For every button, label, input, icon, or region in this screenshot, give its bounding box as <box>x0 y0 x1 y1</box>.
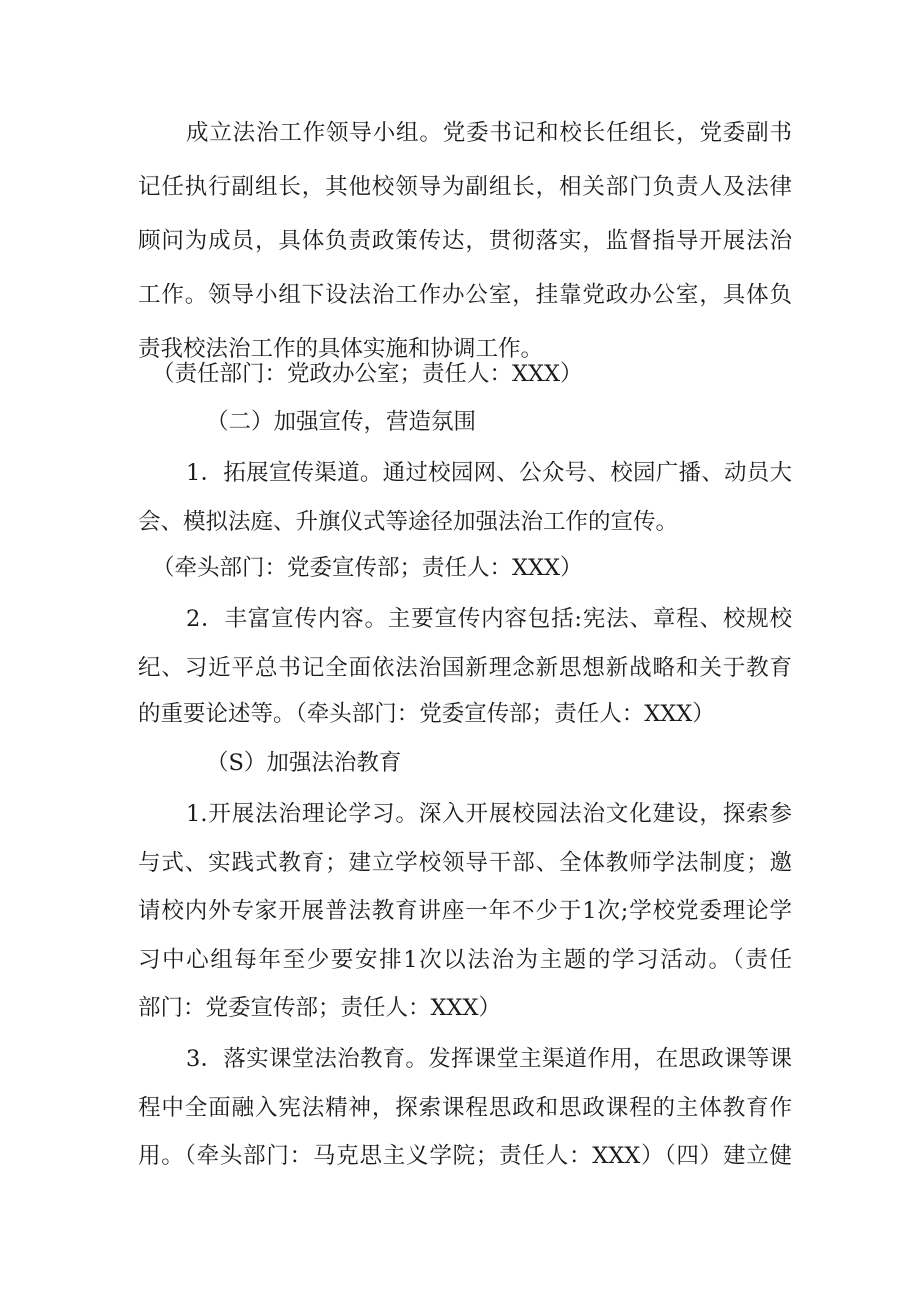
paragraph-4-line-2: 与式、实践式教育；建立学校领导干部、全体教师学法制度；邀 <box>138 850 792 876</box>
paragraph-4-line-1: 1.开展法治理论学习。深入开展校园法治文化建设，探索参 <box>186 801 792 827</box>
paragraph-1-line-3: 顾问为成员，具体负责政策传达，贯彻落实，监督指导开展法治 <box>138 228 792 254</box>
paragraph-1-line-2: 记任执行副组长，其他校领导为副组长，相关部门负责人及法律 <box>138 174 792 200</box>
responsibility-note-1: （责任部门：党政办公室；责任人：XXX） <box>152 361 583 387</box>
paragraph-3-line-1: 2．丰富宣传内容。主要宣传内容包括:宪法、章程、校规校 <box>186 606 792 632</box>
responsibility-note-2: （牵头部门：党委宣传部；责任人：XXX） <box>152 555 583 581</box>
paragraph-3-line-2: 纪、习近平总书记全面依法治国新理念新思想新战略和关于教育 <box>138 655 792 681</box>
paragraph-2-line-2: 会、模拟法庭、升旗仪式等途径加强法治工作的宣传。 <box>138 509 679 535</box>
section-heading-2: （二）加强宣传，营造氛围 <box>206 409 477 435</box>
paragraph-1-line-5: 责我校法治工作的具体实施和协调工作。 <box>138 336 544 362</box>
paragraph-2-line-1: 1．拓展宣传渠道。通过校园网、公众号、校园广播、动员大 <box>186 460 792 486</box>
paragraph-1-line-4: 工作。领导小组下设法治工作办公室，挂靠党政办公室，具体负 <box>138 282 792 308</box>
paragraph-5-line-3: 用。（牵头部门：马克思主义学院；责任人：XXX）（四）建立健 <box>138 1143 792 1169</box>
paragraph-4-line-4: 习中心组每年至少要安排1次以法治为主题的学习活动。（责任 <box>138 947 792 973</box>
paragraph-5-line-1: 3．落实课堂法治教育。发挥课堂主渠道作用，在思政课等课 <box>186 1046 792 1072</box>
paragraph-5-line-2: 程中全面融入宪法精神，探索课程思政和思政课程的主体教育作 <box>138 1095 792 1121</box>
paragraph-1-line-1: 成立法治工作领导小组。党委书记和校长任组长，党委副书 <box>186 120 792 146</box>
section-heading-3: （S）加强法治教育 <box>206 750 402 776</box>
paragraph-3-line-3: 的重要论述等。（牵头部门：党委宣传部；责任人：XXX） <box>138 701 715 727</box>
paragraph-4-line-5: 部门：党委宣传部；责任人：XXX） <box>138 995 502 1021</box>
paragraph-4-line-3: 请校内外专家开展普法教育讲座一年不少于1次;学校党委理论学 <box>138 898 792 924</box>
